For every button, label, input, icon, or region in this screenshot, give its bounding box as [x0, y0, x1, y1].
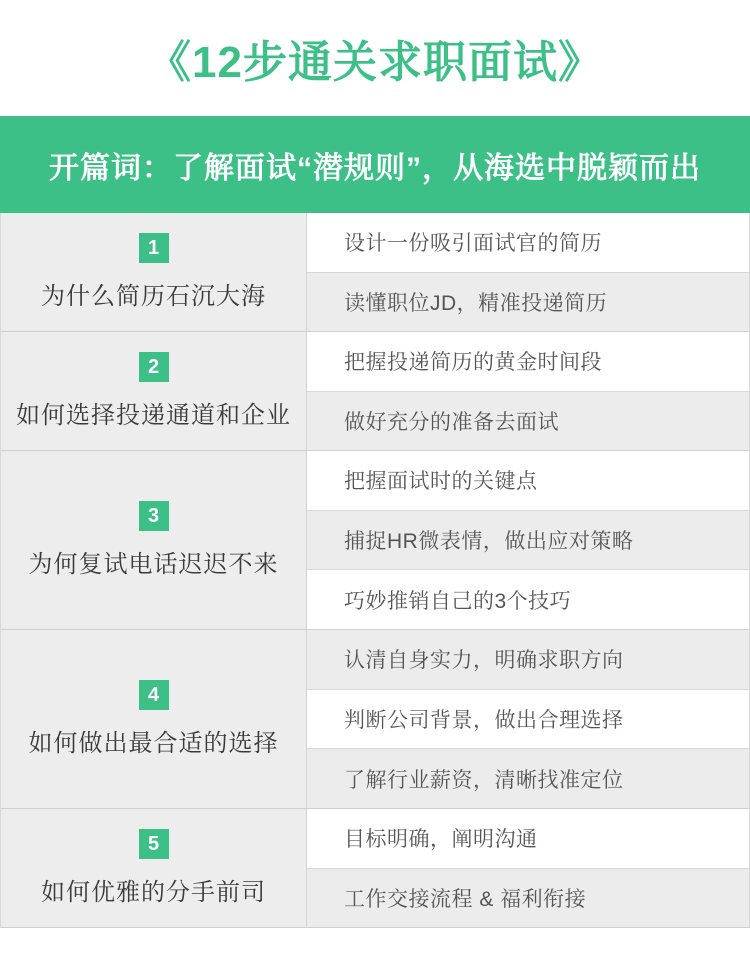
section-4-lessons	[307, 630, 749, 808]
page-header	[0, 0, 750, 116]
section-2	[1, 332, 749, 451]
section-title: 为何复试电话迟迟不来	[28, 551, 279, 578]
section-5-header-cell	[1, 809, 307, 927]
section-1-header-cell	[1, 213, 307, 331]
section-title: 如何优雅的分手前司	[41, 879, 266, 906]
section-3-header-cell	[1, 451, 307, 629]
course-outline-table	[0, 213, 750, 928]
section-title: 为什么简历石沉大海	[41, 283, 266, 310]
section-number-badge: 1	[139, 233, 169, 263]
section-number-badge: 2	[139, 352, 169, 382]
lesson-row: 巧妙推销自己的3个技巧	[307, 570, 749, 629]
lesson-row: 把握面试时的关键点	[307, 451, 749, 511]
section-number-badge: 3	[139, 501, 169, 531]
section-title: 如何做出最合适的选择	[28, 730, 279, 757]
lesson-row: 做好充分的准备去面试	[307, 392, 749, 451]
section-number-badge: 4	[139, 680, 169, 710]
section-1	[1, 213, 749, 332]
section-number-badge: 5	[139, 829, 169, 859]
section-3-lessons	[307, 451, 749, 629]
section-1-lessons	[307, 213, 749, 331]
lesson-row: 读懂职位JD，精准投递简历	[307, 273, 749, 332]
section-5-lessons	[307, 809, 749, 927]
lesson-row: 判断公司背景，做出合理选择	[307, 690, 749, 750]
opening-banner-text: 开篇词：了解面试“潜规则”，从海选中脱颖而出	[49, 151, 701, 185]
lesson-row: 把握投递简历的黄金时间段	[307, 332, 749, 392]
lesson-row: 了解行业薪资，清晰找准定位	[307, 749, 749, 808]
lesson-row: 目标明确，阐明沟通	[307, 809, 749, 869]
page-title: 《12步通关求职面试》	[147, 38, 603, 87]
section-3	[1, 451, 749, 630]
lesson-row: 认清自身实力，明确求职方向	[307, 630, 749, 690]
section-4-header-cell	[1, 630, 307, 808]
opening-banner	[0, 116, 750, 213]
section-4	[1, 630, 749, 809]
section-2-lessons	[307, 332, 749, 450]
lesson-row: 捕捉HR微表情，做出应对策略	[307, 511, 749, 571]
lesson-row: 设计一份吸引面试官的简历	[307, 213, 749, 273]
section-title: 如何选择投递通道和企业	[16, 402, 291, 429]
section-2-header-cell	[1, 332, 307, 450]
lesson-row: 工作交接流程 & 福利衔接	[307, 869, 749, 928]
section-5	[1, 809, 749, 928]
